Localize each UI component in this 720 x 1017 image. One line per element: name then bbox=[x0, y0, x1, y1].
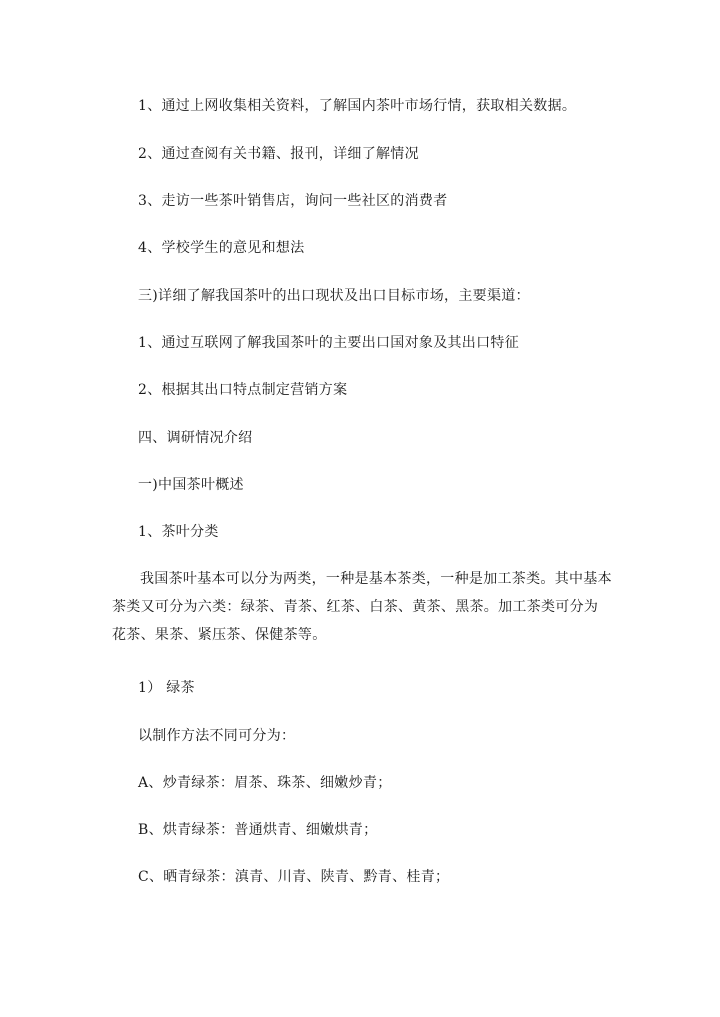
list-item-baked-green: B、烘青绿茶：普通烘青、细嫩烘青； bbox=[138, 822, 378, 838]
subsection-heading-classification: 1、茶叶分类 bbox=[138, 524, 219, 540]
list-item-green-tea: 1） 绿茶 bbox=[138, 680, 195, 696]
list-item-sun-dried-green: C、晒青绿茶：滇青、川青、陕青、黔青、桂青； bbox=[138, 869, 450, 885]
list-item-marketing-plan: 2、根据其出口特点制定营销方案 bbox=[138, 382, 348, 398]
list-item-visit-stores: 3、走访一些茶叶销售店，询问一些社区的消费者 bbox=[138, 193, 448, 209]
subsection-heading-overview: 一)中国茶叶概述 bbox=[138, 477, 244, 493]
list-item-read-books: 2、通过查阅有关书籍、报刊，详细了解情况 bbox=[138, 146, 419, 162]
section-heading-export: 三)详细了解我国茶叶的出口现状及出口目标市场，主要渠道： bbox=[138, 288, 530, 304]
list-item-stir-fried-green: A、炒青绿茶：眉茶、珠茶、细嫩炒青； bbox=[138, 775, 392, 791]
section-heading-research: 四、调研情况介绍 bbox=[138, 430, 253, 446]
list-item-internet-export: 1、通过互联网了解我国茶叶的主要出口国对象及其出口特征 bbox=[138, 335, 520, 351]
paragraph-tea-classification: 我国茶叶基本可以分为两类，一种是基本茶类，一种是加工茶类。其中基本茶类又可分为六类：绿茶、青茶、红茶、白茶、黄茶、黑茶。加工茶类可分为花茶、果茶、紧压茶、保健茶等。 bbox=[112, 571, 612, 643]
list-item-student-opinions: 4、学校学生的意见和想法 bbox=[138, 240, 305, 256]
list-item-online-research: 1、通过上网收集相关资料，了解国内茶叶市场行情，获取相关数据。 bbox=[138, 98, 577, 114]
list-item-production-methods: 以制作方法不同可分为： bbox=[138, 728, 296, 744]
